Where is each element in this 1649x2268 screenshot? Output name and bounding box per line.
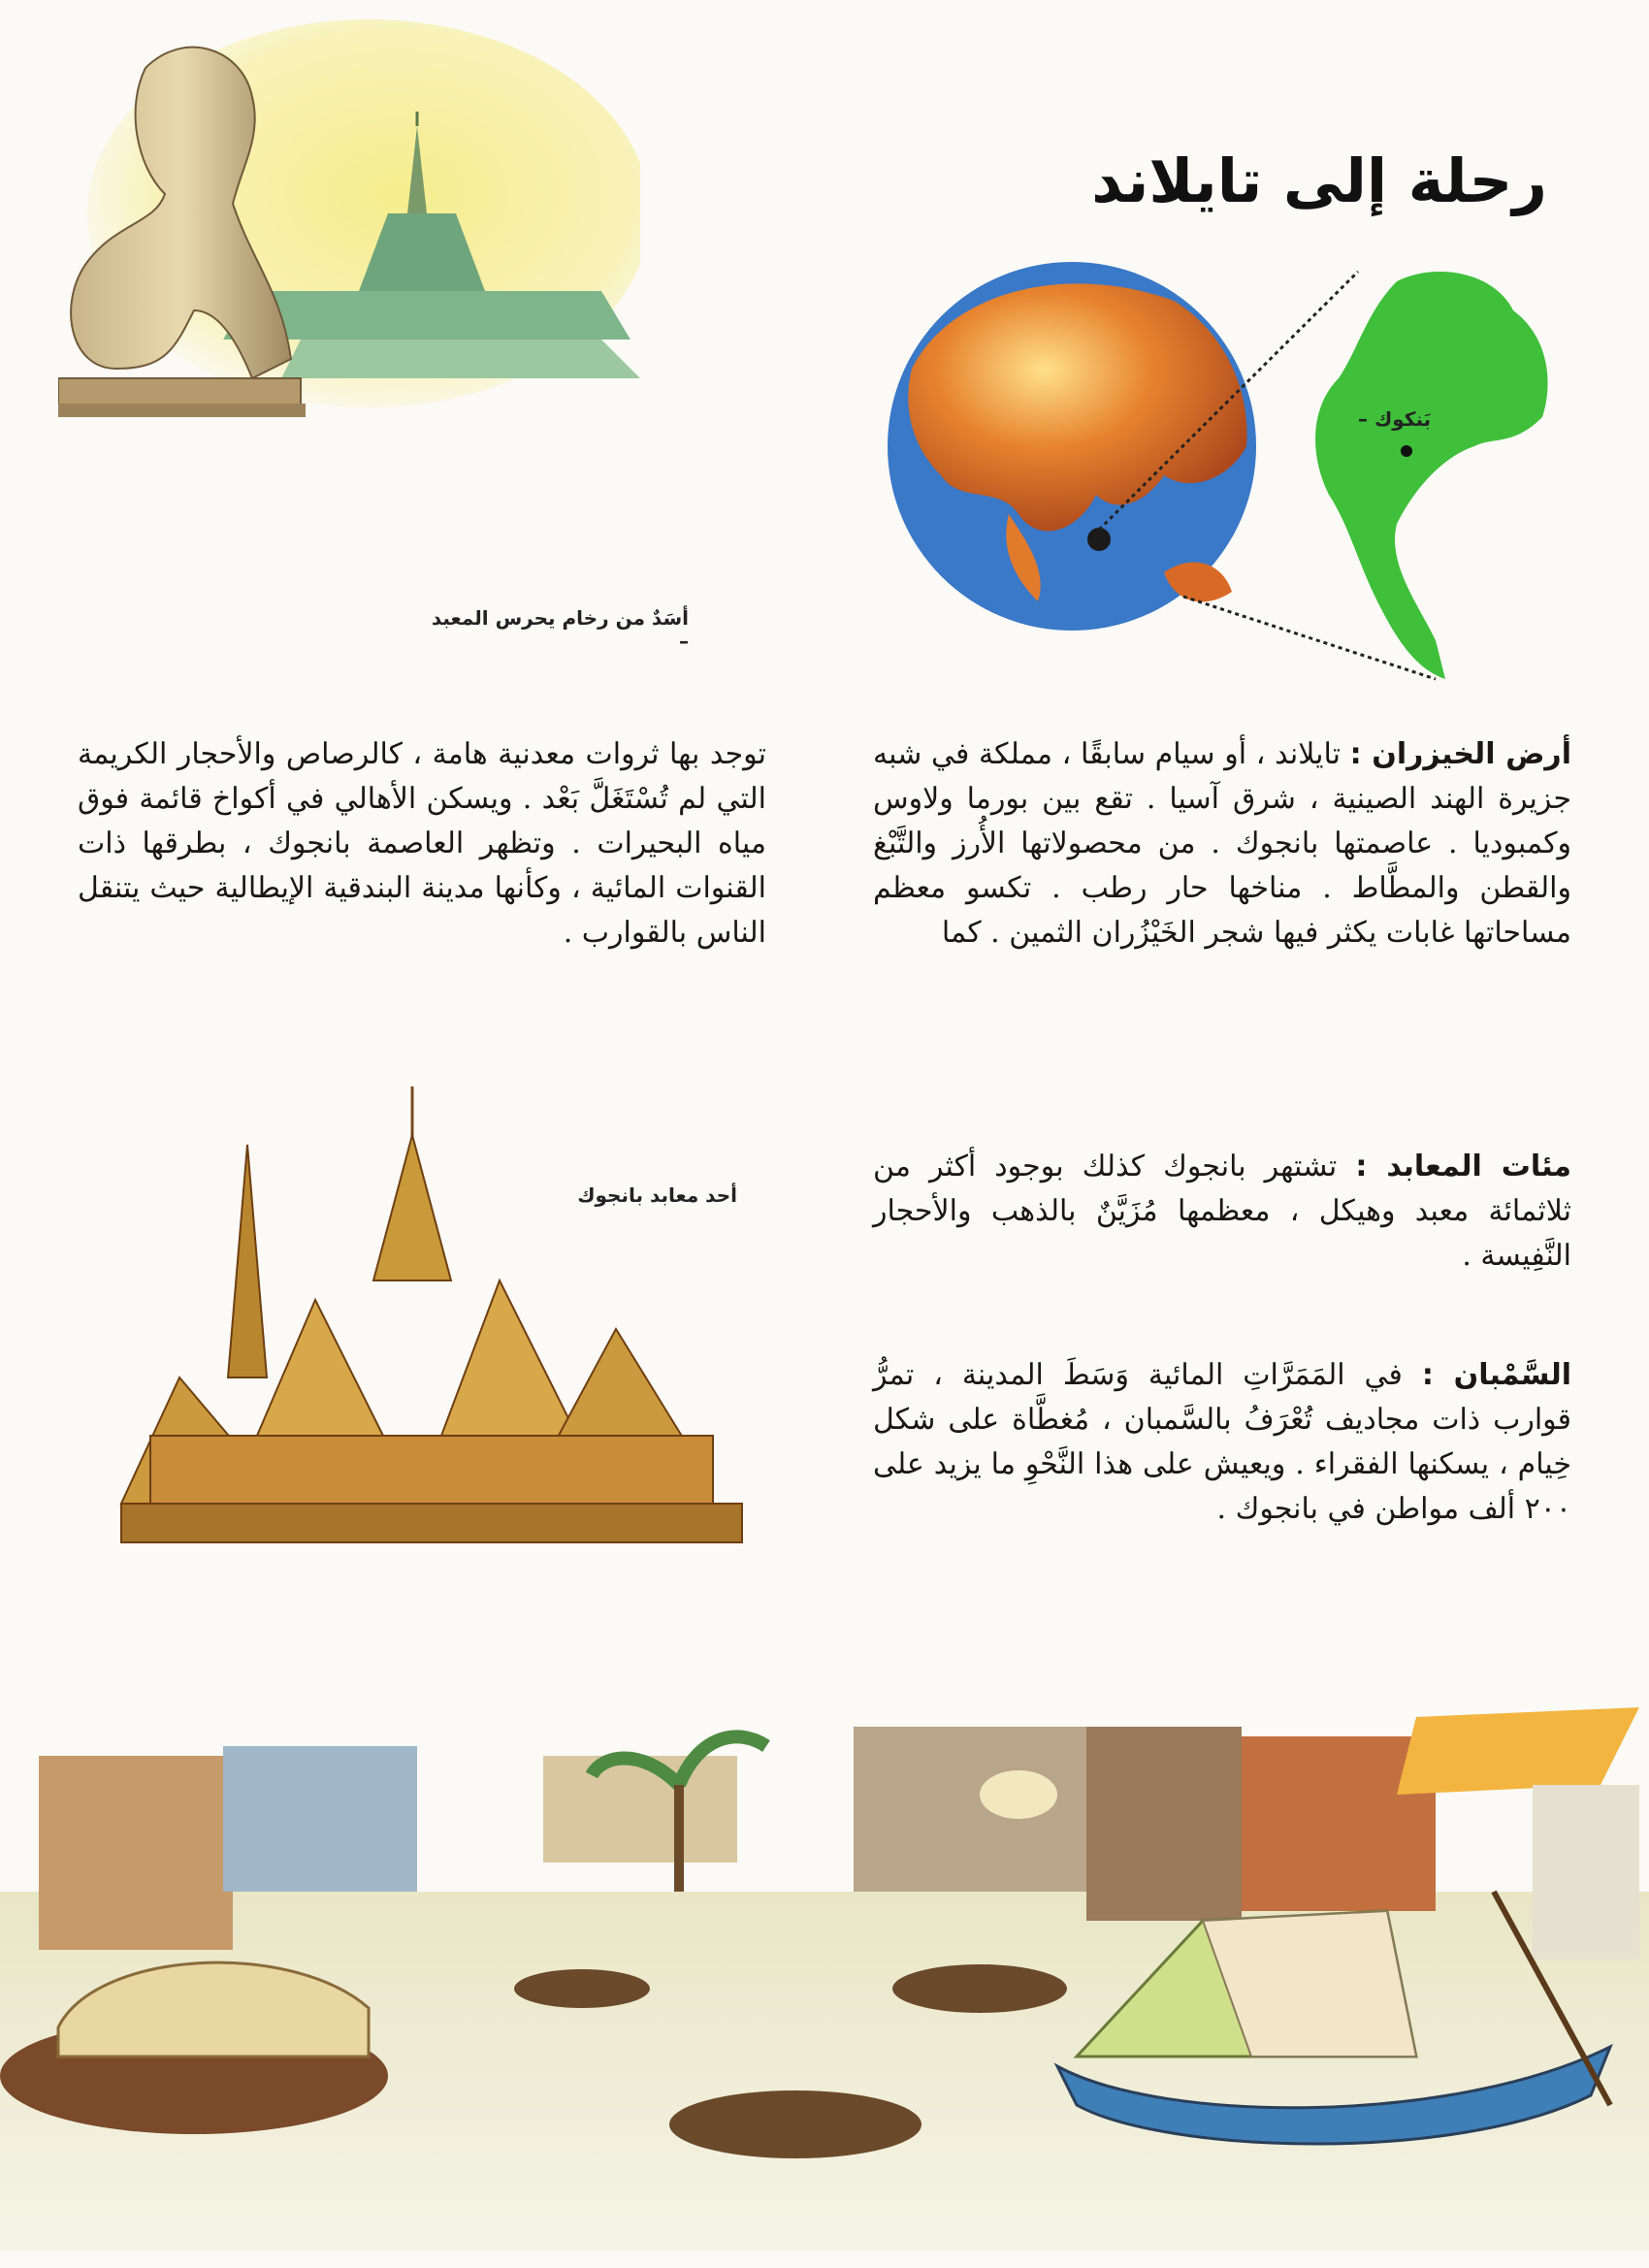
lion-illustration [58, 19, 640, 427]
section-temples [873, 1145, 1571, 1279]
section-temples-heading: مئات المعابد : [1355, 1150, 1571, 1183]
section-land-heading: أرض الخيزران : [1349, 737, 1571, 771]
section-land-body: تايلاند ، أو سيام سابقًا ، مملكة في شبه جزيرة الهند الصينية ، شرق آسيا . تقع بين بورما ولاوس وكمبوديا . عاصمتها بانجوك . من محصولاتها الأُرز والتَّبْغ والقطن والمطَّاط . مناخها حار رطب . تكسو معظم مساحاتها غابات يكثر فيها شجر الخَيْزُران الثمين . كما [873, 737, 1571, 950]
section-land [873, 732, 1571, 956]
section-temples-body: تشتهر بانجوك كذلك بوجود أكثر من ثلاثمائة معبد وهيكل ، معظمها مُزَيَّنٌ بالذهب والأحجار النَّفِيسة . [873, 1150, 1571, 1273]
section-land-continued [78, 732, 766, 956]
map-illustration [873, 252, 1571, 689]
section-sampan-body: في المَمَرَّاتِ المائية وَسَطَ المدينة ، تمرُّ قوارب ذات مجاديف تُعْرَفُ بالسَّمبان ، مُغطَّاة على شكل خِيام ، يسكنها الفقراء . ويعيش على هذا النَّحْوِ ما يزيد على ٢٠٠ ألف مواطن في بانجوك . [873, 1358, 1571, 1526]
page-title: رحلة إلى تايلاند [1091, 146, 1547, 216]
lion-caption: أسَدٌ من رخام يحرس المعبد – [431, 606, 689, 653]
temple-caption: أحد معابد بانجوك [577, 1183, 737, 1207]
section-land-continued-body: توجد بها ثروات معدنية هامة ، كالرصاص والأحجار الكريمة التي لم تُسْتَغَلَّ بَعْد . ويسكن الأهالي في أكواخ قائمة فوق مياه البحيرات . وتظهر العاصمة بانجوك ، بطرقها ذات القنوات المائية ، وكأنها مدينة البندقية الإيطالية حيث يتنقل الناس بالقوارب . [78, 737, 766, 950]
city-label: بَنكوك – [1358, 407, 1432, 431]
temple-illustration [92, 1086, 761, 1571]
section-sampan-heading: السَّمْبان : [1421, 1358, 1571, 1392]
section-sampan [873, 1353, 1571, 1532]
floating-market-illustration [0, 1669, 1649, 2251]
